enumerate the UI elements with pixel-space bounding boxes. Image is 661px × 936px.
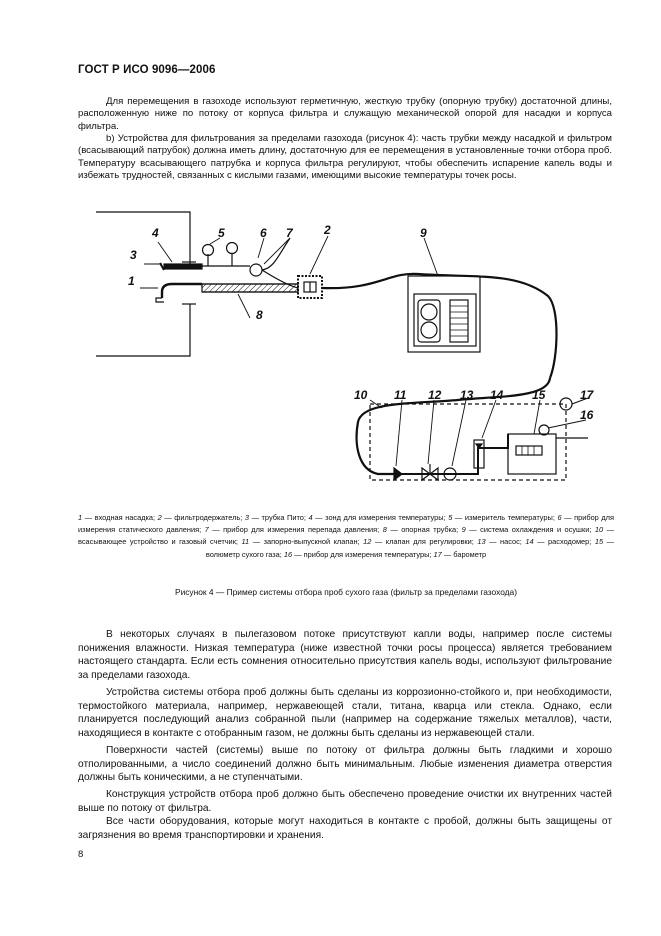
label-10: 10	[354, 388, 368, 402]
label-5: 5	[218, 226, 225, 240]
paragraph-7: Все части оборудования, которые могут находиться в контакте с пробой, должны быть защищены от загрязнения во время транспортировки и хранения.	[78, 816, 612, 841]
paragraph-1: Для перемещения в газоходе используют герметичную, жесткую трубку (опорную трубку) достаточной длины, расположенную ниже по потоку от корпуса фильтра и служащую механической опорой для насадки и корпуса фильтра.	[78, 96, 612, 132]
paragraph-3: В некоторых случаях в пылегазовом потоке присутствуют капли воды, например после системы понижения влажности. Низкая температура (ниже известной точки росы процесса) является требованием настоящего стандарта. Если есть сомнения относительно присутствия капель воды, используют фильтрование за пределами газохода.	[78, 629, 612, 681]
legend-entry: 11 — запорно-выпускной клапан;	[241, 537, 364, 547]
figure-4-diagram	[78, 208, 618, 508]
label-16: 16	[580, 408, 594, 422]
legend-entry: 12 — клапан для регулировки;	[363, 537, 478, 547]
label-2: 2	[324, 223, 331, 237]
label-1: 1	[128, 274, 135, 288]
legend-entry: 6 — прибор для измерения статического давления;	[78, 513, 614, 535]
paragraph-4: Устройства системы отбора проб должны быть сделаны из коррозионно-стойкого и, при необходимости, термостойкого материала, например, нержавеющей стали, титана, кварца или стекла. Однако, если планируется последующий анализ собранной пыли (например на содержание тяжелых металлов), части, находящиеся в контакте с отобранным газом, не должны быть сделаны из нержавеющей стали.	[78, 687, 612, 739]
label-11: 11	[394, 388, 407, 402]
figure-legend	[78, 512, 614, 561]
label-15: 15	[532, 388, 546, 402]
legend-entry: 13 — насос;	[477, 537, 526, 547]
label-4: 4	[152, 226, 159, 240]
paragraph-2: b) Устройства для фильтрования за пределами газохода (рисунок 4): часть трубки между насадкой и фильтром (всасывающий патрубок) должна иметь длину, достаточную для ее перемещения в установленные точки отбора проб. Температуру всасывающего патрубка и корпуса фильтра регулируют, чтобы обеспечить испарение капель воды и избежать трудностей, связанных с кислыми газами, имеющими высокие температуры точек росы.	[78, 133, 612, 182]
legend-entry: 16 — прибор для измерения температуры;	[283, 549, 434, 559]
legend-entry: 15 — волюметр сухого газа;	[205, 537, 614, 559]
paragraph-5: Поверхности частей (системы) выше по потоку от фильтра должны быть гладкими и хорошо отполированными, а число соединений должно быть минимальным. Любые изменения диаметра отверстия должны быть коническими, а не ступенчатыми.	[78, 745, 612, 784]
legend-entry: 14 — расходомер;	[525, 537, 595, 547]
legend-entry: 10 — всасывающее устройство и газовый счетчик;	[78, 525, 614, 547]
legend-entry: 1 — входная насадка;	[78, 513, 158, 522]
legend-entry: 8 — опорная трубка;	[382, 525, 462, 535]
label-3: 3	[130, 248, 137, 262]
label-8: 8	[256, 308, 263, 322]
label-13: 13	[460, 388, 474, 402]
label-14: 14	[490, 388, 504, 402]
legend-entry: 3 — трубка Пито;	[244, 513, 309, 522]
legend-entry: 5 — измеритель температуры;	[448, 513, 558, 522]
legend-entry: 7 — прибор для измерения перепада давления;	[204, 525, 383, 535]
label-9: 9	[420, 226, 427, 240]
label-17: 17	[580, 388, 594, 402]
label-12: 12	[428, 388, 442, 402]
legend-entry: 17 — барометр	[433, 549, 487, 559]
paragraph-6: Конструкция устройств отбора проб должно быть обеспечено проведение очистки их внутренних частей выше по потоку от фильтра.	[78, 789, 612, 814]
label-6: 6	[260, 226, 267, 240]
page-header: ГОСТ Р ИСО 9096—2006	[78, 64, 216, 76]
label-7: 7	[286, 226, 293, 240]
figure-caption: Рисунок 4 — Пример системы отбора проб сухого газа (фильтр за пределами газохода)	[174, 587, 517, 597]
legend-entry: 4 — зонд для измерения температуры;	[308, 513, 449, 522]
legend-entry: 2 — фильтродержатель;	[157, 513, 245, 522]
page-number: 8	[78, 849, 84, 860]
legend-entry: 9 — система охлаждения и осушки;	[461, 525, 595, 535]
sampling-system-drawing	[78, 208, 618, 508]
